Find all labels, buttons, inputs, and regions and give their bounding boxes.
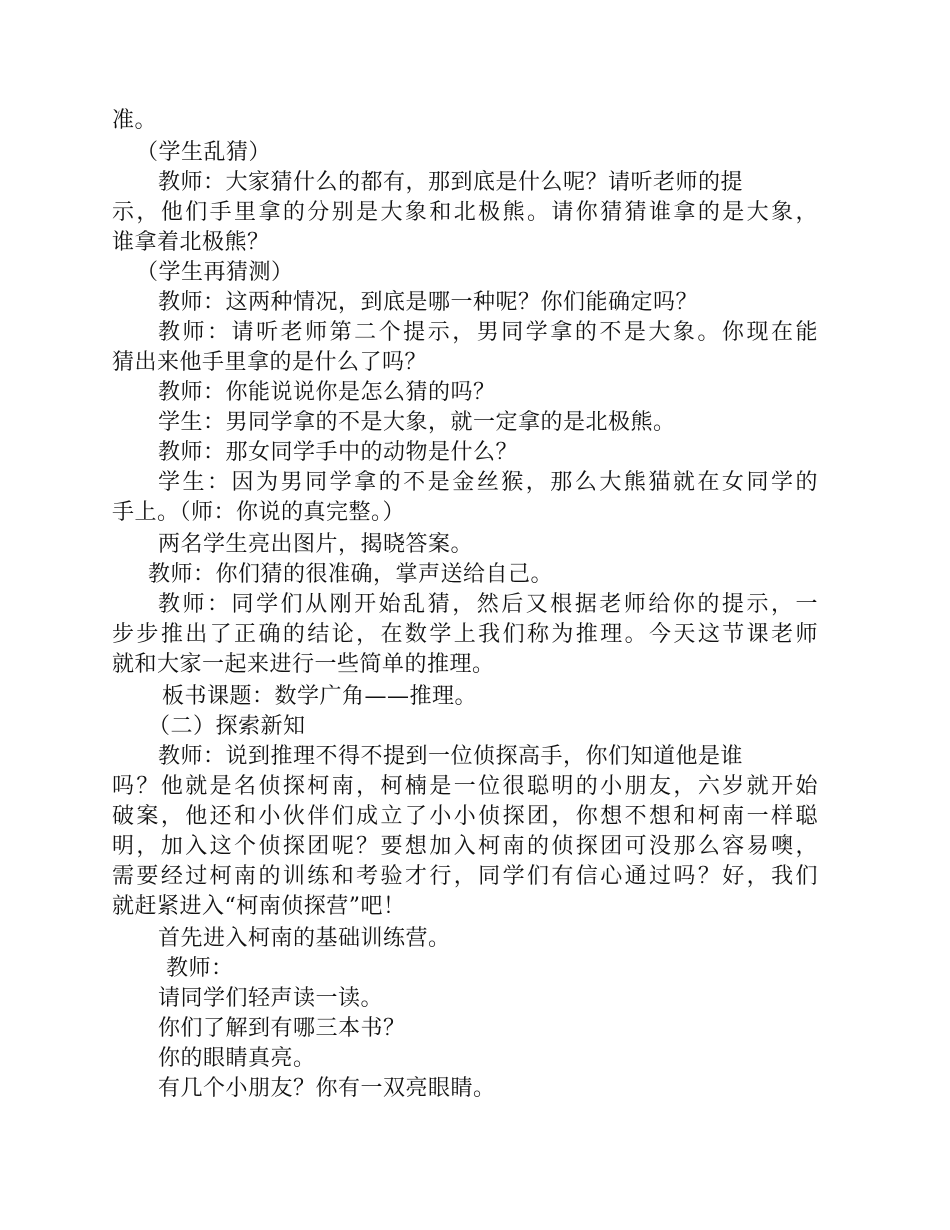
text-line: 你们了解到有哪三本书？ <box>158 1016 406 1041</box>
text-line: 首先进入柯南的基础训练营。 <box>158 926 451 951</box>
text-line: （学生乱猜） <box>136 140 272 165</box>
text-line: 两名学生亮出图片，揭晓答案。 <box>158 532 474 557</box>
text-line: 需要经过柯南的训练和考验才行，同学们有信心通过吗？好，我们 <box>112 864 818 889</box>
text-line: 有几个小朋友？你有一双亮眼睛。 <box>158 1076 496 1101</box>
text-line: 准。 <box>112 108 158 133</box>
text-line: 吗？他就是名侦探柯南，柯楠是一位很聪明的小朋友，六岁就开始 <box>112 774 818 799</box>
text-line: 教师：你们猜的很准确，掌声送给自己。 <box>148 562 554 587</box>
text-line: 就和大家一起来进行一些简单的推理。 <box>112 652 495 677</box>
text-line: 你的眼睛真亮。 <box>158 1046 316 1071</box>
text-line: 手上。（师：你说的真完整。） <box>112 500 406 525</box>
text-line: 学生：因为男同学拿的不是金丝猴，那么大熊猫就在女同学的 <box>158 470 818 495</box>
text-line: 教师： <box>166 956 234 981</box>
text-line: 破案，他还和小伙伴们成立了小小侦探团，你想不想和柯南一样聪 <box>112 804 818 829</box>
text-line: 请同学们轻声读一读。 <box>158 986 384 1011</box>
text-line: 学生：男同学拿的不是大象，就一定拿的是北极熊。 <box>158 410 676 435</box>
text-line: 教师：请听老师第二个提示，男同学拿的不是大象。你现在能 <box>158 320 818 345</box>
text-line: 就赶紧进入“柯南侦探营”吧！ <box>112 894 406 919</box>
text-line: （学生再猜测） <box>136 260 294 285</box>
text-line: 教师：大家猜什么的都有，那到底是什么呢？请听老师的提 <box>158 170 744 195</box>
text-line: 明，加入这个侦探团呢？要想加入柯南的侦探团可没那么容易噢， <box>112 834 818 859</box>
text-line: （二）探索新知 <box>148 714 306 739</box>
text-line: 教师：说到推理不得不提到一位侦探高手，你们知道他是谁 <box>158 744 744 769</box>
text-line: 猜出来他手里拿的是什么了吗？ <box>112 350 428 375</box>
text-line: 板书课题：数学广角——推理。 <box>162 684 478 709</box>
text-line: 示，他们手里拿的分别是大象和北极熊。请你猜猜谁拿的是大象， <box>112 200 818 225</box>
text-line: 步步推出了正确的结论，在数学上我们称为推理。今天这节课老师 <box>112 622 818 647</box>
text-line: 教师：这两种情况，到底是哪一种呢？你们能确定吗？ <box>158 290 699 315</box>
text-line: 教师：那女同学手中的动物是什么？ <box>158 440 519 465</box>
text-line: 谁拿着北极熊？ <box>112 230 270 255</box>
text-line: 教师：同学们从刚开始乱猜，然后又根据老师给你的提示，一 <box>158 592 818 617</box>
text-line: 教师：你能说说你是怎么猜的吗？ <box>158 380 496 405</box>
